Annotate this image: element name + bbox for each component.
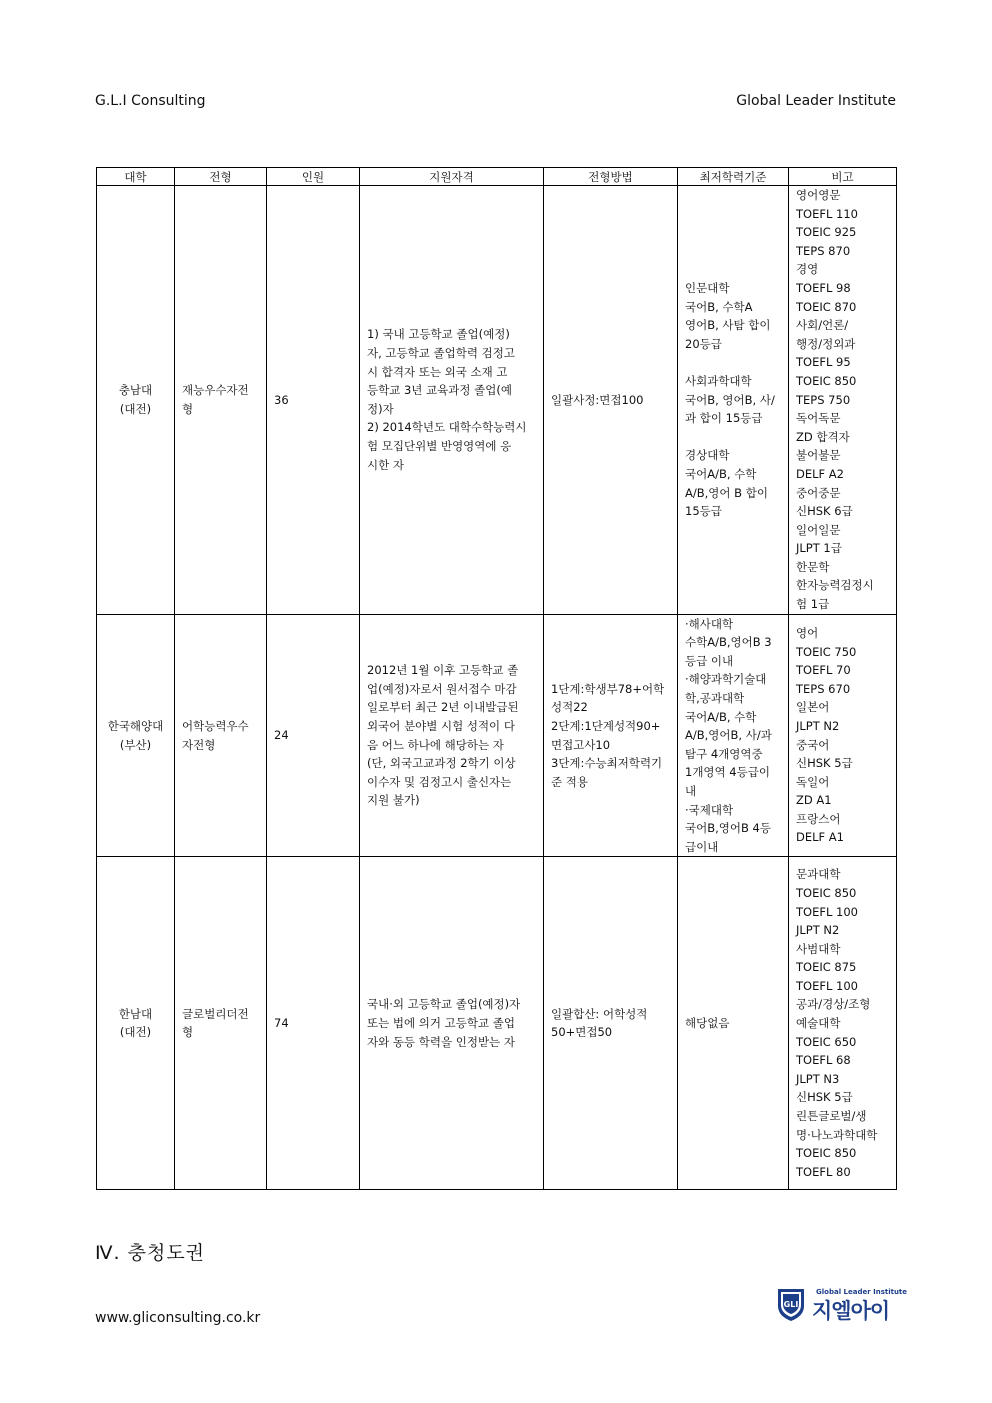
col-header: 인원 (267, 168, 360, 186)
cell-line: 일괄합산: 어학성적 (551, 1006, 648, 1021)
notes-cell (789, 186, 897, 615)
cell-line: 업(예정)자로서 원서접수 마감 (367, 681, 517, 696)
col-header: 비고 (789, 168, 897, 186)
cell-line: 어학능력우수 (182, 718, 249, 733)
cell-line: 3단계:수능최저학력기 (551, 756, 663, 771)
gli-logo (776, 1286, 908, 1326)
count-cell: 36 (267, 186, 360, 615)
cell-line: 영어 (796, 625, 819, 640)
cell-line: TOEFL 70 (796, 663, 851, 678)
cell-line: (대전) (119, 1025, 152, 1040)
cell-line: (부산) (119, 737, 152, 752)
cell-line: 2) 2014학년도 대학수학능력시 (367, 420, 527, 435)
method-cell (544, 614, 678, 857)
university-cell (97, 614, 175, 857)
cell-line: 경영 (796, 262, 819, 277)
qualification-cell (360, 186, 544, 615)
cell-line: (대전) (119, 401, 152, 416)
cell-line: 수학A/B,영어B 3 (685, 635, 772, 650)
cell-line: 2012년 1월 이후 고등학교 졸 (367, 663, 519, 678)
cell-line: ZD 합격자 (796, 429, 850, 444)
cell-line: 독어독문 (796, 411, 841, 426)
method-cell (544, 857, 678, 1190)
type-cell (175, 614, 267, 857)
cell-line: 준 적용 (551, 774, 588, 789)
cell-line: TOEFL 100 (796, 978, 858, 993)
logo-tagline: Global Leader Institute (816, 1288, 908, 1296)
cell-line: 1) 국내 고등학교 졸업(예정) (367, 327, 510, 342)
cell-line: DELF A1 (796, 830, 844, 845)
cell-line: 신HSK 5급 (796, 756, 853, 771)
cell-line: 지원 불가) (367, 793, 420, 808)
cell-line: 경상대학 (685, 448, 730, 463)
table-header-row (97, 168, 897, 186)
cell-line: 이수자 및 검정고시 출신자는 (367, 774, 512, 789)
cell-line: 국어A/B, 수학 (685, 709, 757, 724)
cell-line: 일본어 (796, 700, 830, 715)
shield-emblem-icon (776, 1286, 806, 1322)
count-cell: 24 (267, 614, 360, 857)
cell-line: 1개영역 4등급이 (685, 765, 770, 780)
cell-line: TOEFL 110 (796, 206, 858, 221)
cell-line: 외국어 분야별 시험 성적이 다 (367, 718, 515, 733)
cell-line: 사회/언론/ (796, 318, 849, 333)
cell-line: 형 (182, 401, 194, 416)
cell-line: 2단계:1단계성적90+ (551, 718, 661, 733)
footer-url[interactable]: www.gliconsulting.co.kr (95, 1310, 261, 1326)
cell-line: TOEFL 68 (796, 1053, 851, 1068)
cell-line: 성적22 (551, 700, 588, 715)
header-left: G.L.I Consulting (95, 93, 206, 109)
col-header: 전형방법 (544, 168, 678, 186)
logo-emblem-text: GLI (783, 1300, 799, 1309)
cell-line: 신HSK 5급 (796, 1090, 853, 1105)
section-title: Ⅳ. 충청도권 (95, 1242, 206, 1264)
cell-line: 신HSK 6급 (796, 504, 853, 519)
cell-line: ·해사대학 (685, 616, 734, 631)
cell-line (685, 428, 781, 447)
minimum-cell (678, 857, 789, 1190)
header-right: Global Leader Institute (736, 93, 896, 109)
logo-name: 지엘아이 (812, 1299, 890, 1323)
type-cell (175, 857, 267, 1190)
cell-line: (단, 외국고교과정 2학기 이상 (367, 756, 516, 771)
cell-line: 한자능력검정시 (796, 578, 874, 593)
cell-line: 공과/경상/조형 (796, 997, 871, 1012)
cell-line: 충남대 (118, 383, 153, 398)
cell-line (685, 353, 781, 372)
qualification-cell (360, 614, 544, 857)
cell-line: 프랑스어 (796, 811, 841, 826)
cell-line: 형 (182, 1025, 194, 1040)
cell-line: 독일어 (796, 774, 830, 789)
cell-line: TEPS 670 (796, 681, 851, 696)
cell-line: 문과대학 (796, 867, 841, 882)
qualification-cell (360, 857, 544, 1190)
col-header: 최저학력기준 (678, 168, 789, 186)
cell-line: 한국해양대 (107, 718, 164, 733)
cell-line: 명·나노과학대학 (796, 1127, 878, 1142)
cell-line: TOEIC 870 (796, 299, 857, 314)
cell-line: ZD A1 (796, 793, 832, 808)
notes-cell (789, 614, 897, 857)
admissions-table (96, 167, 897, 1190)
cell-line: 국어A/B, 수학 (685, 466, 757, 481)
cell-line: TEPS 750 (796, 392, 851, 407)
cell-line: ·해양과학기술대 (685, 672, 767, 687)
cell-line: 자와 동등 학력을 인정받는 자 (367, 1034, 515, 1049)
col-header: 전형 (175, 168, 267, 186)
university-cell (97, 186, 175, 615)
cell-line: 해당없음 (685, 1016, 730, 1031)
cell-line: 국어B,영어B 4등 (685, 821, 771, 836)
cell-line: 영어영문 (796, 188, 841, 202)
cell-line: DELF A2 (796, 466, 844, 481)
type-cell (175, 186, 267, 615)
cell-line: 일괄사정:면접100 (551, 392, 644, 407)
cell-line: 인문대학 (685, 280, 730, 295)
notes-cell (789, 857, 897, 1190)
cell-line: 정)자 (367, 401, 394, 416)
cell-line: 음 어느 하나에 해당하는 자 (367, 737, 504, 752)
cell-line: 중국어 (796, 737, 830, 752)
cell-line: JLPT 1급 (796, 541, 842, 556)
cell-line: 행정/정외과 (796, 336, 856, 351)
cell-line: ·국제대학 (685, 802, 734, 817)
cell-line: 린튼글로벌/생 (796, 1109, 867, 1124)
cell-line: 글로벌리더전 (182, 1006, 249, 1021)
cell-line: 시 합격자 또는 외국 소재 고 (367, 364, 508, 379)
cell-line: TOEIC 875 (796, 960, 857, 975)
cell-line: 일로부터 최근 2년 이내발급된 (367, 700, 519, 715)
minimum-cell (678, 614, 789, 857)
cell-line: 국어B, 수학A (685, 299, 753, 314)
cell-line: 예술대학 (796, 1016, 841, 1031)
method-cell (544, 186, 678, 615)
cell-line: 1단계:학생부78+어학 (551, 681, 665, 696)
cell-line: 험 모집단위별 반영영역에 응 (367, 439, 512, 454)
cell-line: JLPT N2 (796, 718, 840, 733)
cell-line: 또는 법에 의거 고등학교 졸업 (367, 1016, 515, 1031)
cell-line: 시한 자 (367, 457, 404, 472)
cell-line: 영어B, 사탐 합이 (685, 318, 771, 333)
cell-line: 급이내 (685, 839, 719, 854)
cell-line: JLPT N3 (796, 1071, 840, 1086)
cell-line: 험 1급 (796, 597, 830, 612)
cell-line: TOEFL 95 (796, 355, 851, 370)
cell-line: TOEIC 850 (796, 1146, 857, 1161)
cell-line: TOEFL 98 (796, 280, 851, 295)
cell-line: 불어불문 (796, 448, 841, 463)
cell-line: TOEFL 100 (796, 904, 858, 919)
cell-line: TOEIC 850 (796, 885, 857, 900)
university-cell (97, 857, 175, 1190)
cell-line: 탐구 4개영역중 (685, 746, 763, 761)
cell-line: 한남대 (118, 1006, 153, 1021)
table-row (97, 186, 897, 615)
cell-line: 과 합이 15등급 (685, 411, 763, 426)
cell-line: 사범대학 (796, 941, 841, 956)
col-header: 대학 (97, 168, 175, 186)
cell-line: 사회과학대학 (685, 373, 752, 388)
cell-line: 등급 이내 (685, 653, 734, 668)
count-cell: 74 (267, 857, 360, 1190)
cell-line: TOEIC 925 (796, 225, 857, 240)
cell-line: TOEIC 750 (796, 644, 857, 659)
cell-line: 한문학 (796, 559, 830, 574)
cell-line: 50+면접50 (551, 1025, 613, 1040)
table-row (97, 614, 897, 857)
cell-line: 국어B, 영어B, 사/ (685, 392, 775, 407)
cell-line: 중어중문 (796, 485, 841, 500)
cell-line: TOEIC 650 (796, 1034, 857, 1049)
cell-line: 15등급 (685, 504, 722, 519)
cell-line: 학,공과대학 (685, 691, 745, 706)
cell-line: 자전형 (182, 737, 216, 752)
minimum-cell (678, 186, 789, 615)
cell-line: 등학교 3년 교육과정 졸업(예 (367, 383, 512, 398)
col-header: 지원자격 (360, 168, 544, 186)
cell-line: A/B,영어B, 사/과 (685, 728, 772, 743)
cell-line: 면접고사10 (551, 737, 611, 752)
cell-line: 재능우수자전 (182, 383, 249, 398)
table-row (97, 857, 897, 1190)
cell-line: 자, 고등학교 졸업학력 검정고 (367, 346, 515, 361)
cell-line: 내 (685, 784, 697, 798)
cell-line: 20등급 (685, 336, 722, 351)
cell-line: 일어일문 (796, 522, 841, 537)
cell-line: TEPS 870 (796, 243, 851, 258)
cell-line: JLPT N2 (796, 923, 840, 938)
cell-line: 국내·외 고등학교 졸업(예정)자 (367, 997, 521, 1012)
cell-line: TOEIC 850 (796, 373, 857, 388)
cell-line: TOEFL 80 (796, 1164, 851, 1179)
cell-line: A/B,영어 B 합이 (685, 485, 768, 500)
